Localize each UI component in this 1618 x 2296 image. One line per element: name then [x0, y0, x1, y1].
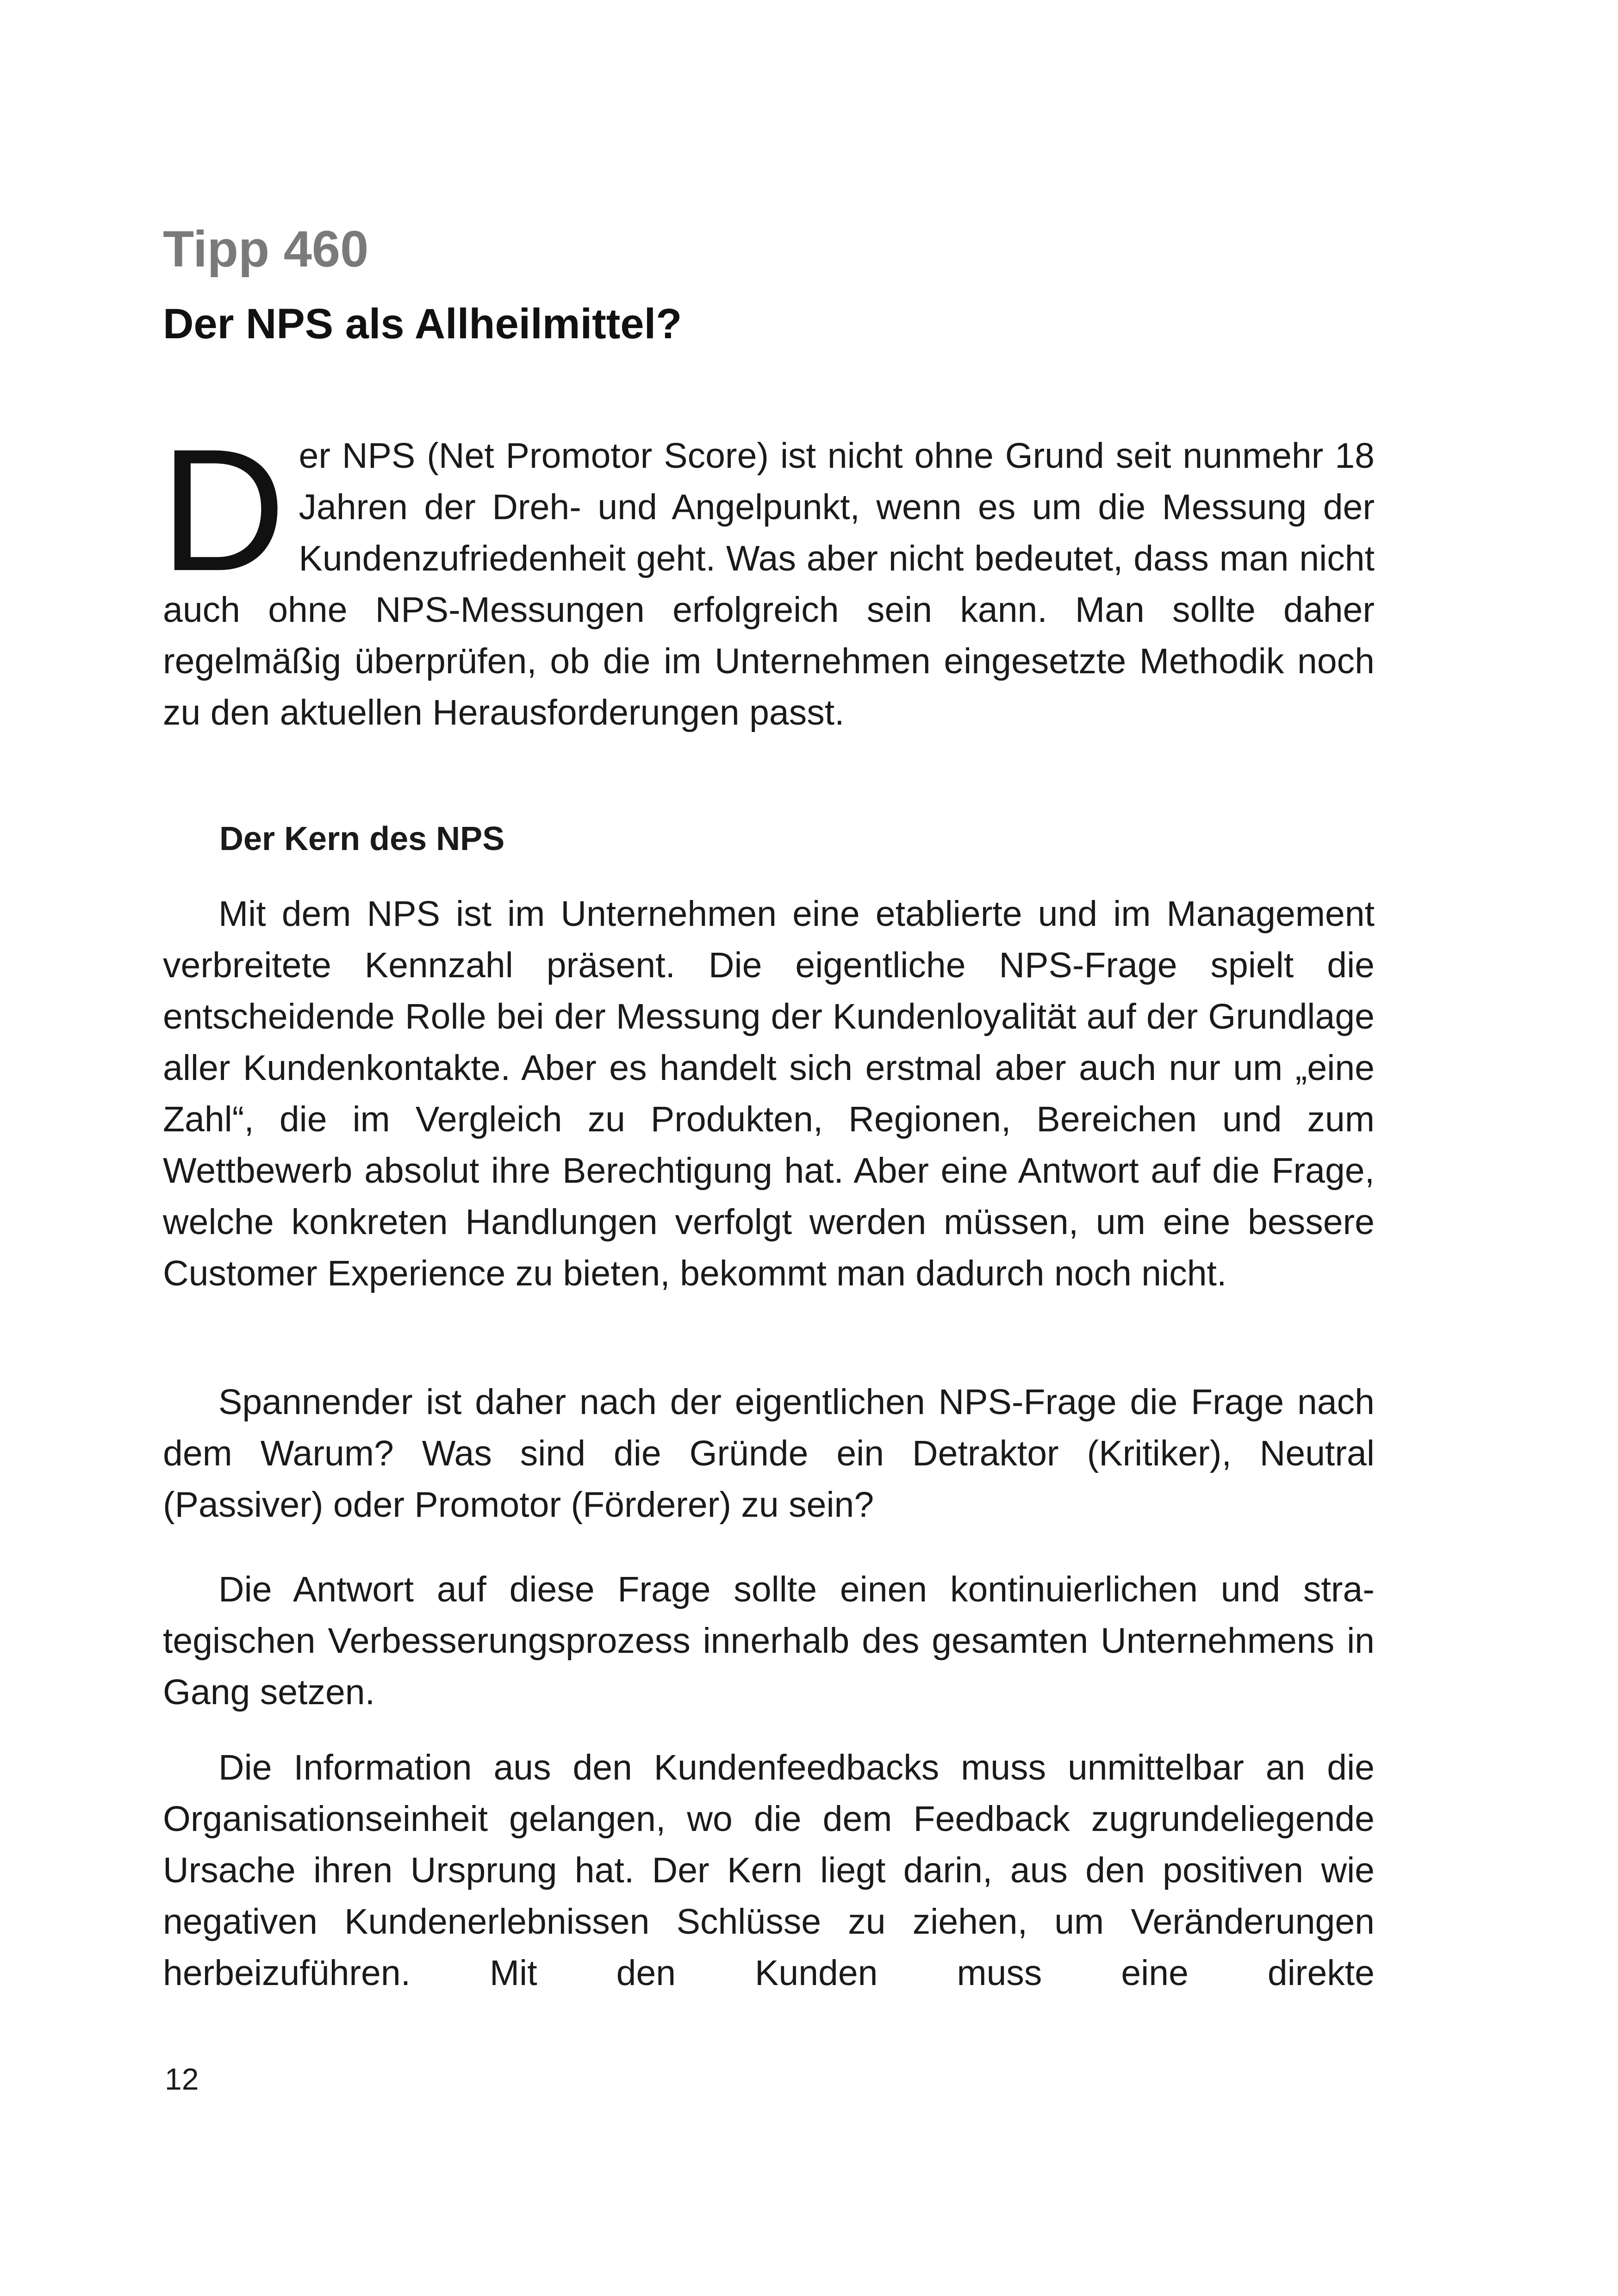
chapter-title: Der NPS als Allheilmittel?: [163, 300, 682, 348]
body-paragraph-3: Die Antwort auf diese Frage sollte einen kontinuierlichen und strategischen Verbesserungsprozess innerhalb des gesamten Unternehmens in Gang setzen.: [163, 1570, 1375, 1712]
section-heading: Der Kern des NPS: [219, 820, 505, 857]
intro-paragraph: [160, 413, 1375, 738]
intro-text: er NPS (Net Promotor Score) ist nicht ohne Grund seit nunmehr 18 Jahren der Dreh- und Angelpunkt, wenn es um die Messung der Kundenzufriedenheit geht. Was aber nicht bedeutet, dass man nicht auch ohne NPS-Messungen erfolgreich sein kann. Man sollte daher regelmäßig überprüfen, ob die im Unternehmen eingesetzte Methodik noch zu den aktuellen Herausforderungen passt.: [163, 436, 1375, 732]
tip-number-heading: Tipp 460: [163, 221, 369, 278]
drop-cap-letter: D: [160, 413, 286, 607]
body-paragraph-1: Mit dem NPS ist im Unternehmen eine etablierte und im Management verbreitete Kennzahl präsent. Die eigentliche NPS-Frage spielt die entscheidende Rolle bei der Messung der Kundenloyalität auf der Grundlage aller Kundenkontakte. Aber es handelt sich erstmal aber auch nur um „eine Zahl“, die im Vergleich zu Produkten, Regionen, Bereichen und zum Wettbewerb absolut ihre Berechtigung hat. Aber eine Antwort auf die Frage, welche konkreten Handlungen verfolgt werden müssen, um eine bessere Customer Experience zu bieten, bekommt man dadurch noch nicht.: [163, 894, 1375, 1293]
body-paragraph-4: Die Information aus den Kundenfeedbacks muss unmittelbar an die Organisationseinheit gelangen, wo die dem Feedback zugrundeliegende Ursache ihren Ursprung hat. Der Kern liegt darin, aus den positiven wie negativen Kundenerlebnissen Schlüsse zu ziehen, um Veränderungen herbeizuführen. Mit den Kunden muss eine direkte: [163, 1748, 1375, 1993]
body-paragraph-2: Spannender ist daher nach der eigentlichen NPS-Frage die Frage nach dem Warum? Was sind die Gründe ein Detraktor (Kritiker), Neutral (Passiver) oder Promotor (Förderer) zu sein?: [163, 1382, 1375, 1525]
page-number: 12: [165, 2062, 199, 2096]
